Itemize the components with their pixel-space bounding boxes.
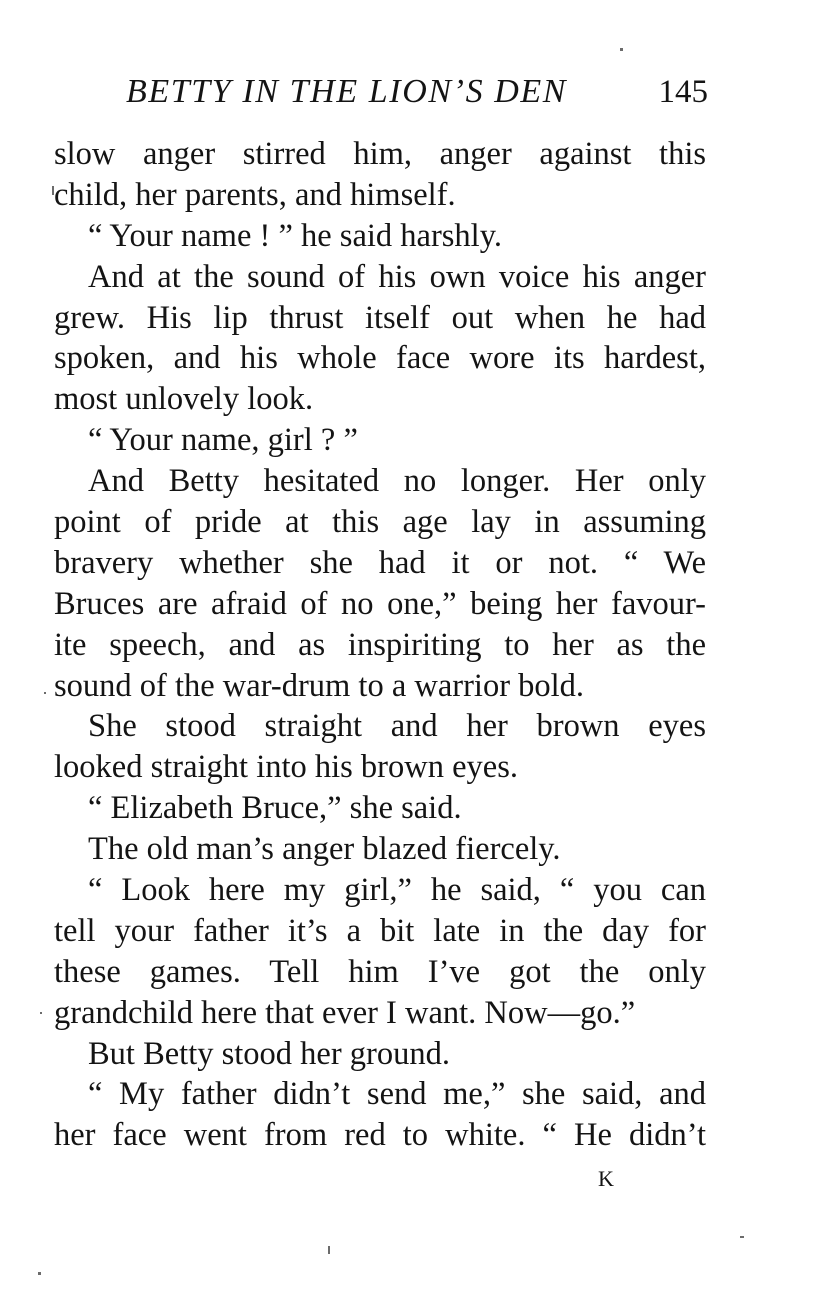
scan-speck — [328, 1246, 330, 1254]
text-line: tell your father it’s a bit late in the day for — [54, 912, 706, 949]
text-line: She stood straight and her brown eyes — [88, 708, 706, 745]
text-line: The old man’s anger blazed fiercely. — [88, 831, 561, 868]
text-line: bravery whether she had it or not. “ We — [54, 544, 706, 581]
text-line: “ Look here my girl,” he said, “ you can — [88, 872, 706, 909]
text-line: most unlovely look. — [54, 381, 314, 418]
text-line: “ Your name ! ” he said harshly. — [88, 217, 502, 254]
scan-speck — [40, 1012, 42, 1014]
text-line: grew. His lip thrust itself out when he had — [54, 299, 706, 336]
text-line: point of pride at this age lay in assuming — [54, 504, 706, 541]
text-line: child, her parents, and himself. — [54, 176, 456, 213]
text-line: Bruces are afraid of no one,” being her favour- — [54, 585, 706, 622]
scan-speck — [620, 48, 623, 51]
text-line: her face went from red to white. “ He didn’t — [54, 1117, 706, 1154]
scan-speck — [38, 1272, 41, 1275]
text-line: And at the sound of his own voice his anger — [88, 258, 706, 295]
text-line: grandchild here that ever I want. Now—go.” — [54, 994, 636, 1031]
scan-speck — [44, 692, 46, 694]
text-line: “ Your name, girl ? ” — [88, 422, 358, 459]
scan-speck — [740, 1236, 744, 1238]
page-number: 145 — [658, 74, 708, 110]
text-line: “ Elizabeth Bruce,” she said. — [88, 790, 462, 827]
signature-mark: K — [598, 1166, 615, 1191]
text-line: sound of the war-drum to a warrior bold. — [54, 667, 585, 704]
text-line: “ My father didn’t send me,” she said, and — [88, 1076, 706, 1113]
text-line: these games. Tell him I’ve got the only — [54, 953, 706, 990]
text-line: slow anger stirred him, anger against this — [54, 136, 706, 172]
running-head — [126, 70, 708, 114]
scan-speck — [52, 186, 54, 195]
text-line: ite speech, and as inspiriting to her as the — [54, 626, 706, 663]
running-title: BETTY IN THE LION’S DEN — [126, 73, 568, 110]
text-line: spoken, and his whole face wore its hardest, — [54, 340, 706, 377]
text-line: And Betty hesitated no longer. Her only — [88, 463, 706, 500]
text-line: But Betty stood her ground. — [88, 1035, 450, 1072]
text-line: looked straight into his brown eyes. — [54, 749, 518, 786]
body-text — [54, 134, 706, 1156]
